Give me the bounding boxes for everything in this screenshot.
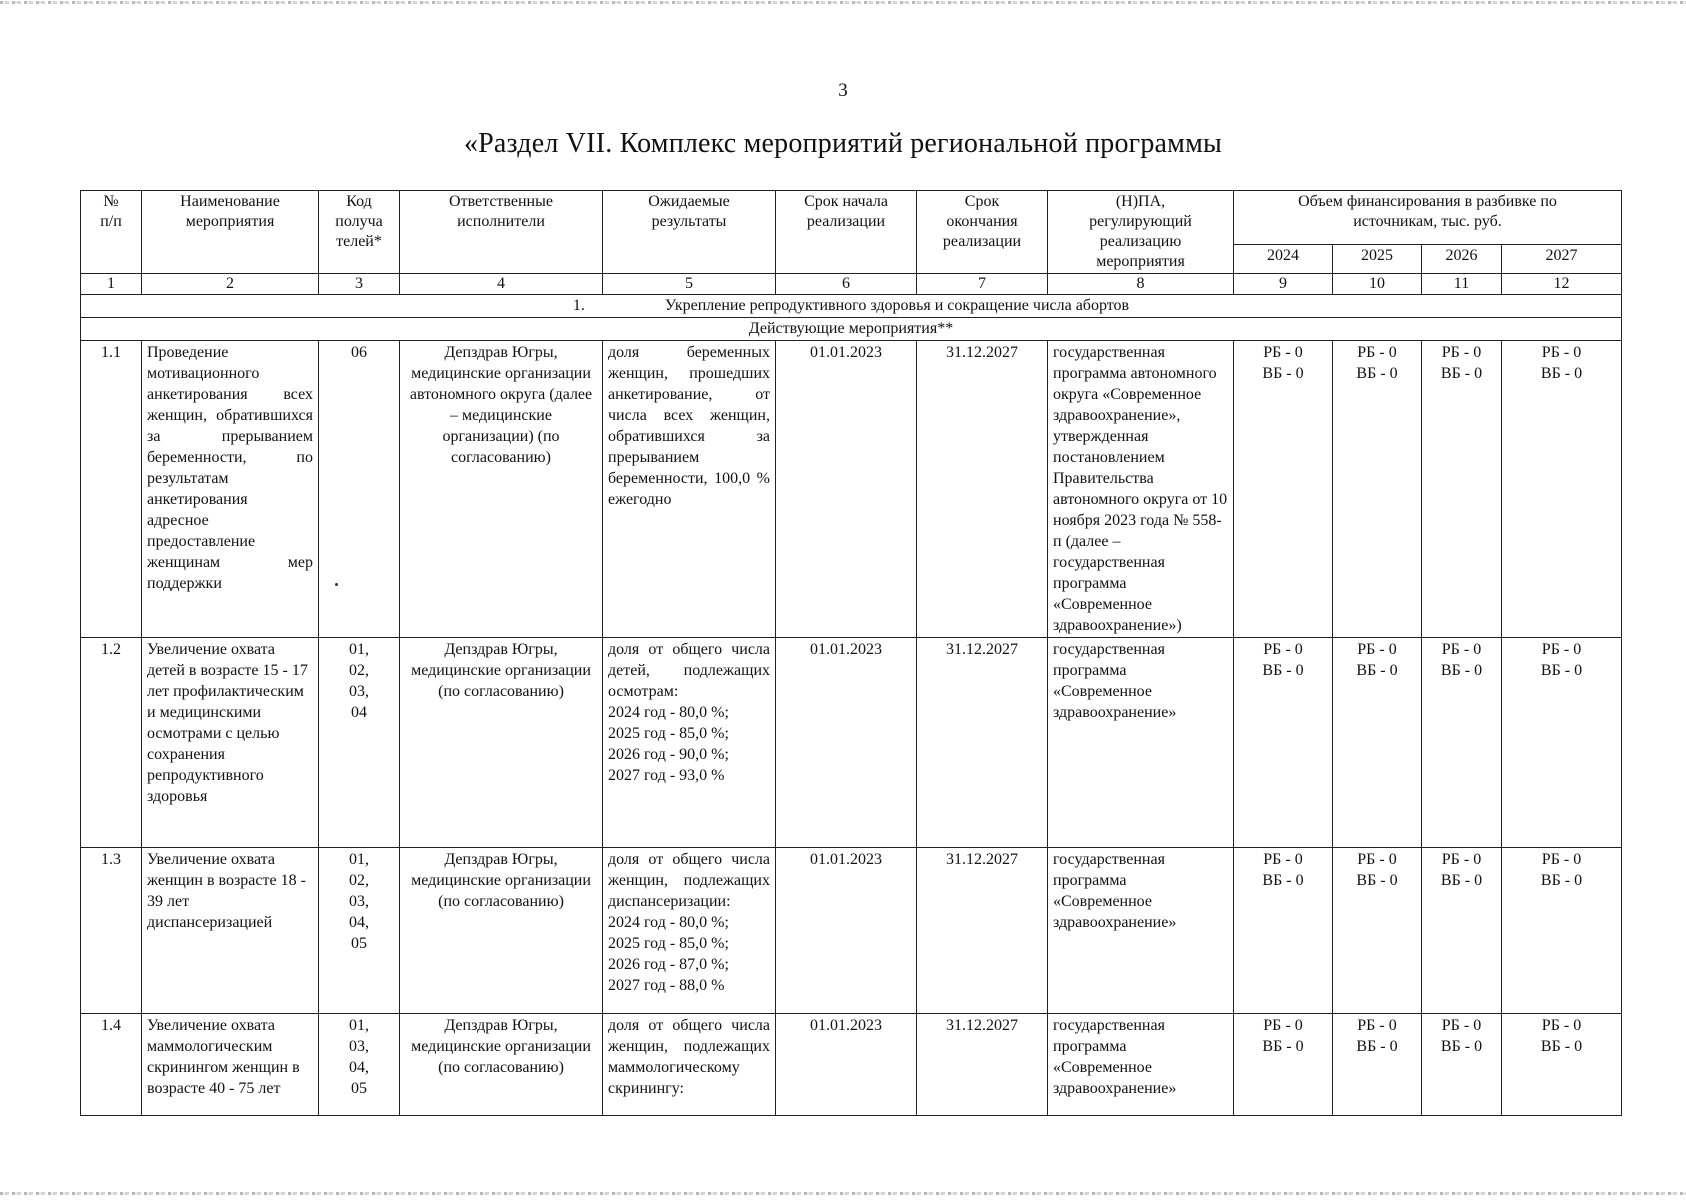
row-fin-2025: РБ - 0 ВБ - 0 <box>1333 1014 1422 1116</box>
table-row <box>81 638 1622 848</box>
header-end: Срок окончания реализации <box>917 191 1048 274</box>
row-npa: государственная программа автономного округа «Современное здравоохранение», утвержденная постановлением Правительства автономного округа от 10 ноября 2023 года № 558-п (далее – государственная программа «Современное здравоохранение») <box>1048 341 1234 638</box>
header-start: Срок начала реализации <box>776 191 917 274</box>
row-fin-2027: РБ - 0 ВБ - 0 <box>1502 341 1622 638</box>
header-npa: (Н)ПА, регулирующий реализацию мероприятия <box>1048 191 1234 274</box>
row-results-years: 2024 год - 80,0 %; 2025 год - 85,0 %; 2026 год - 90,0 %; 2027 год - 93,0 % <box>608 704 729 784</box>
column-number: 3 <box>319 274 400 295</box>
column-number: 6 <box>776 274 917 295</box>
row-results-text: доля от общего числа детей, подлежащих осмотрам: <box>608 641 770 700</box>
row-name: Проведение мотивационного анкетирования всех женщин, обратившихся за прерыванием беременности, по результатам анкетирования адресное предоставление женщинам мер поддержки <box>142 341 319 638</box>
row-start: 01.01.2023 <box>776 848 917 1014</box>
header-financing: Объем финансирования в разбивке по источникам, тыс. руб. <box>1234 191 1622 245</box>
activities-table <box>80 190 1622 1116</box>
section-heading <box>81 295 1622 318</box>
column-number: 12 <box>1502 274 1622 295</box>
column-numbers-row <box>81 274 1622 295</box>
column-number: 2 <box>142 274 319 295</box>
header-code: Код получа телей* <box>319 191 400 274</box>
column-number: 7 <box>917 274 1048 295</box>
column-number: 11 <box>1422 274 1502 295</box>
row-fin-2027: РБ - 0 ВБ - 0 <box>1502 848 1622 1014</box>
row-fin-2026: РБ - 0 ВБ - 0 <box>1422 1014 1502 1116</box>
row-responsible: Депздрав Югры, медицинские организации (по согласованию) <box>400 848 603 1014</box>
row-fin-2024: РБ - 0 ВБ - 0 <box>1234 848 1333 1014</box>
header-row <box>81 191 1622 245</box>
header-responsible: Ответственные исполнители <box>400 191 603 274</box>
row-end: 31.12.2027 <box>917 638 1048 848</box>
document-title: «Раздел VII. Комплекс мероприятий региональной программы <box>463 128 1223 159</box>
section-number: 1. <box>572 297 585 314</box>
row-results <box>603 848 776 1014</box>
row-name: Увеличение охвата маммологическим скринингом женщин в возрасте 40 - 75 лет <box>142 1014 319 1116</box>
scan-edge-bottom <box>0 1192 1686 1195</box>
scan-edge-top <box>0 1 1686 4</box>
header-num: № п/п <box>81 191 142 274</box>
header-year-2025: 2025 <box>1333 245 1422 274</box>
table-row <box>81 341 1622 638</box>
row-fin-2027: РБ - 0 ВБ - 0 <box>1502 1014 1622 1116</box>
row-fin-2026: РБ - 0 ВБ - 0 <box>1422 848 1502 1014</box>
row-code-text: 06 <box>351 344 367 361</box>
row-num: 1.1 <box>81 341 142 638</box>
row-num: 1.4 <box>81 1014 142 1116</box>
row-end: 31.12.2027 <box>917 1014 1048 1116</box>
row-fin-2024: РБ - 0 ВБ - 0 <box>1234 638 1333 848</box>
table-row <box>81 1014 1622 1116</box>
header-name: Наименование мероприятия <box>142 191 319 274</box>
row-num: 1.2 <box>81 638 142 848</box>
row-npa: государственная программа «Современное здравоохранение» <box>1048 848 1234 1014</box>
row-end: 31.12.2027 <box>917 341 1048 638</box>
row-fin-2025: РБ - 0 ВБ - 0 <box>1333 638 1422 848</box>
header-year-2024: 2024 <box>1234 245 1333 274</box>
column-number: 1 <box>81 274 142 295</box>
row-fin-2025: РБ - 0 ВБ - 0 <box>1333 848 1422 1014</box>
table-row <box>81 848 1622 1014</box>
row-fin-2027: РБ - 0 ВБ - 0 <box>1502 638 1622 848</box>
row-start: 01.01.2023 <box>776 638 917 848</box>
row-fin-2025: РБ - 0 ВБ - 0 <box>1333 341 1422 638</box>
row-fin-2026: РБ - 0 ВБ - 0 <box>1422 341 1502 638</box>
row-responsible: Депздрав Югры, медицинские организации автономного округа (далее – медицинские организации) (по согласованию) <box>400 341 603 638</box>
row-code: 01, 02, 03, 04, 05 <box>319 848 400 1014</box>
row-code: 01, 03, 04, 05 <box>319 1014 400 1116</box>
row-fin-2024: РБ - 0 ВБ - 0 <box>1234 1014 1333 1116</box>
row-name: Увеличение охвата детей в возрасте 15 - 17 лет профилактическим и медицинскими осмотрами с целью сохранения репродуктивного здоровья <box>142 638 319 848</box>
subsection-heading: Действующие мероприятия** <box>81 318 1622 341</box>
row-code <box>319 341 400 638</box>
row-start: 01.01.2023 <box>776 341 917 638</box>
header-year-2026: 2026 <box>1422 245 1502 274</box>
page-number: 3 <box>838 80 848 101</box>
row-fin-2026: РБ - 0 ВБ - 0 <box>1422 638 1502 848</box>
subsection-row <box>81 318 1622 341</box>
header-results: Ожидаемые результаты <box>603 191 776 274</box>
row-npa: государственная программа «Современное здравоохранение» <box>1048 638 1234 848</box>
column-number: 5 <box>603 274 776 295</box>
row-start: 01.01.2023 <box>776 1014 917 1116</box>
row-code: 01, 02, 03, 04 <box>319 638 400 848</box>
column-number: 10 <box>1333 274 1422 295</box>
column-number: 9 <box>1234 274 1333 295</box>
row-results <box>603 638 776 848</box>
section-title: Укрепление репродуктивного здоровья и сокращение числа абортов <box>664 297 1130 314</box>
row-responsible: Депздрав Югры, медицинские организации (по согласованию) <box>400 638 603 848</box>
row-name: Увеличение охвата женщин в возрасте 18 - 39 лет диспансеризацией <box>142 848 319 1014</box>
row-results-text: доля от общего числа женщин, подлежащих диспансеризации: <box>608 851 770 910</box>
column-number: 4 <box>400 274 603 295</box>
row-end: 31.12.2027 <box>917 848 1048 1014</box>
row-results-years: 2024 год - 80,0 %; 2025 год - 85,0 %; 2026 год - 87,0 %; 2027 год - 88,0 % <box>608 914 729 994</box>
row-responsible: Депздрав Югры, медицинские организации (по согласованию) <box>400 1014 603 1116</box>
header-year-2027: 2027 <box>1502 245 1622 274</box>
section-row <box>81 295 1622 318</box>
column-number: 8 <box>1048 274 1234 295</box>
row-npa: государственная программа «Современное здравоохранение» <box>1048 1014 1234 1116</box>
row-num: 1.3 <box>81 848 142 1014</box>
row-fin-2024: РБ - 0 ВБ - 0 <box>1234 341 1333 638</box>
row-results: доля от общего числа женщин, подлежащих маммологическому скринингу: <box>603 1014 776 1116</box>
row-results: доля беременных женщин, прошедших анкетирование, от числа всех женщин, обратившихся за прерыванием беременности, 100,0 % ежегодно <box>603 341 776 638</box>
